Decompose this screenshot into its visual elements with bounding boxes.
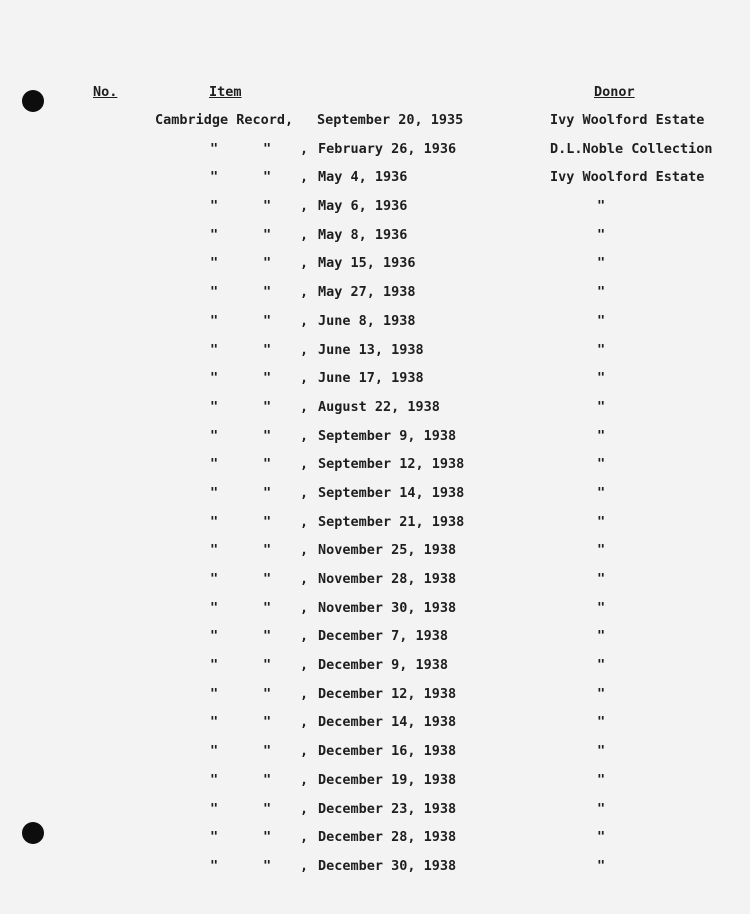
separator-comma: , <box>300 657 309 674</box>
ditto-mark: " <box>210 226 219 243</box>
separator-comma: , <box>300 743 309 760</box>
record-donor: " <box>597 628 606 645</box>
list-item <box>0 255 750 284</box>
ditto-mark: " <box>210 857 219 874</box>
record-date: May 15, 1936 <box>318 255 416 272</box>
ditto-mark: " <box>210 198 219 215</box>
ditto-mark: " <box>263 800 272 817</box>
record-date: December 7, 1938 <box>318 628 449 645</box>
first-item-title: Cambridge Record, <box>155 112 294 128</box>
ditto-mark: " <box>263 341 272 358</box>
ditto-mark: " <box>210 542 219 559</box>
record-date: November 28, 1938 <box>318 571 457 587</box>
separator-comma: , <box>300 169 309 186</box>
list-item <box>0 428 750 457</box>
list-item <box>0 342 750 371</box>
record-donor: " <box>597 226 606 243</box>
column-header-donor: Donor <box>594 84 635 100</box>
record-donor: " <box>597 255 606 272</box>
ditto-mark: " <box>210 571 219 587</box>
record-date: November 25, 1938 <box>318 542 457 559</box>
separator-comma: , <box>300 571 309 587</box>
list-item <box>0 399 750 428</box>
record-date: February 26, 1936 <box>318 140 457 157</box>
ditto-mark: " <box>263 829 272 846</box>
ditto-mark: " <box>210 628 219 645</box>
record-donor: " <box>597 312 606 329</box>
separator-comma: , <box>300 857 309 874</box>
record-date: June 8, 1938 <box>318 312 416 329</box>
list-item <box>0 714 750 743</box>
separator-comma: , <box>300 341 309 358</box>
ditto-mark: " <box>263 312 272 329</box>
record-donor: " <box>597 771 606 788</box>
separator-comma: , <box>300 628 309 645</box>
ditto-mark: " <box>263 599 272 616</box>
ditto-mark: " <box>263 743 272 760</box>
ditto-mark: " <box>210 743 219 760</box>
list-item <box>0 686 750 715</box>
record-date: May 6, 1936 <box>318 198 408 215</box>
record-date: December 23, 1938 <box>318 800 457 817</box>
ditto-mark: " <box>263 284 272 301</box>
records-list <box>0 112 750 887</box>
list-item <box>0 370 750 399</box>
list-item <box>0 112 750 141</box>
list-item <box>0 485 750 514</box>
list-item <box>0 227 750 256</box>
record-date: November 30, 1938 <box>318 599 457 616</box>
record-date: May 4, 1936 <box>318 169 408 186</box>
list-item <box>0 284 750 313</box>
separator-comma: , <box>300 140 309 157</box>
separator-comma: , <box>300 542 309 559</box>
separator-comma: , <box>300 685 309 702</box>
record-date: September 20, 1935 <box>317 112 464 128</box>
ditto-mark: " <box>263 198 272 215</box>
record-date: May 27, 1938 <box>318 284 416 301</box>
record-donor: " <box>597 743 606 760</box>
list-item <box>0 657 750 686</box>
separator-comma: , <box>300 312 309 329</box>
column-header-item: Item <box>209 84 242 100</box>
list-item <box>0 141 750 170</box>
ditto-mark: " <box>263 226 272 243</box>
list-item <box>0 628 750 657</box>
list-item <box>0 858 750 887</box>
record-date: May 8, 1936 <box>318 226 408 243</box>
record-donor: " <box>597 571 606 587</box>
list-item <box>0 600 750 629</box>
ditto-mark: " <box>210 370 219 387</box>
record-date: December 30, 1938 <box>318 857 457 874</box>
list-item <box>0 743 750 772</box>
ditto-mark: " <box>263 771 272 788</box>
list-item <box>0 456 750 485</box>
ditto-mark: " <box>210 685 219 702</box>
ditto-mark: " <box>210 312 219 329</box>
separator-comma: , <box>300 484 309 501</box>
ditto-mark: " <box>263 628 272 645</box>
ditto-mark: " <box>263 484 272 501</box>
ditto-mark: " <box>210 829 219 846</box>
ditto-mark: " <box>210 484 219 501</box>
ditto-mark: " <box>263 714 272 731</box>
record-donor: " <box>597 284 606 301</box>
record-donor: D.L.Noble Collection <box>550 140 713 157</box>
separator-comma: , <box>300 513 309 530</box>
record-date: December 12, 1938 <box>318 685 457 702</box>
record-donor: " <box>597 370 606 387</box>
ditto-mark: " <box>210 284 219 301</box>
list-item <box>0 571 750 600</box>
ditto-mark: " <box>263 571 272 587</box>
ditto-mark: " <box>263 427 272 444</box>
record-donor: " <box>597 456 606 473</box>
list-item <box>0 198 750 227</box>
separator-comma: , <box>300 829 309 846</box>
separator-comma: , <box>300 800 309 817</box>
list-item <box>0 542 750 571</box>
record-donor: " <box>597 800 606 817</box>
separator-comma: , <box>300 398 309 415</box>
record-date: June 17, 1938 <box>318 370 424 387</box>
list-item <box>0 772 750 801</box>
record-donor: " <box>597 829 606 846</box>
list-item <box>0 829 750 858</box>
record-donor: " <box>597 857 606 874</box>
record-date: August 22, 1938 <box>318 398 440 415</box>
ditto-mark: " <box>263 398 272 415</box>
ditto-mark: " <box>263 857 272 874</box>
separator-comma: , <box>300 255 309 272</box>
ditto-mark: " <box>210 255 219 272</box>
ditto-mark: " <box>210 714 219 731</box>
ditto-mark: " <box>210 427 219 444</box>
ditto-mark: " <box>210 140 219 157</box>
record-date: September 12, 1938 <box>318 456 465 473</box>
column-header-no: No. <box>93 84 118 100</box>
record-date: December 16, 1938 <box>318 743 457 760</box>
separator-comma: , <box>300 226 309 243</box>
ditto-mark: " <box>263 456 272 473</box>
ditto-mark: " <box>263 140 272 157</box>
ditto-mark: " <box>210 456 219 473</box>
record-donor: " <box>597 484 606 501</box>
list-item <box>0 169 750 198</box>
separator-comma: , <box>300 198 309 215</box>
ditto-mark: " <box>263 542 272 559</box>
ditto-mark: " <box>263 657 272 674</box>
ditto-mark: " <box>263 685 272 702</box>
ditto-mark: " <box>210 169 219 186</box>
ditto-mark: " <box>210 599 219 616</box>
list-item <box>0 313 750 342</box>
record-donor: " <box>597 341 606 358</box>
ditto-mark: " <box>263 169 272 186</box>
separator-comma: , <box>300 714 309 731</box>
record-donor: " <box>597 542 606 559</box>
separator-comma: , <box>300 599 309 616</box>
record-date: September 21, 1938 <box>318 513 465 530</box>
record-donor: " <box>597 657 606 674</box>
record-donor: " <box>597 685 606 702</box>
separator-comma: , <box>300 427 309 444</box>
ditto-mark: " <box>210 398 219 415</box>
record-donor: Ivy Woolford Estate <box>550 112 705 128</box>
record-date: December 14, 1938 <box>318 714 457 731</box>
punch-hole-top <box>22 90 44 112</box>
record-date: December 28, 1938 <box>318 829 457 846</box>
ditto-mark: " <box>210 800 219 817</box>
record-date: December 19, 1938 <box>318 771 457 788</box>
record-donor: " <box>597 714 606 731</box>
ditto-mark: " <box>263 513 272 530</box>
separator-comma: , <box>300 370 309 387</box>
record-date: September 9, 1938 <box>318 427 457 444</box>
record-date: December 9, 1938 <box>318 657 449 674</box>
record-date: September 14, 1938 <box>318 484 465 501</box>
list-item <box>0 514 750 543</box>
separator-comma: , <box>300 284 309 301</box>
record-donor: " <box>597 198 606 215</box>
ditto-mark: " <box>210 341 219 358</box>
record-donor: " <box>597 427 606 444</box>
list-item <box>0 801 750 830</box>
ditto-mark: " <box>263 370 272 387</box>
record-donor: " <box>597 513 606 530</box>
ditto-mark: " <box>210 771 219 788</box>
record-date: June 13, 1938 <box>318 341 424 358</box>
ditto-mark: " <box>263 255 272 272</box>
record-donor: " <box>597 599 606 616</box>
separator-comma: , <box>300 771 309 788</box>
separator-comma: , <box>300 456 309 473</box>
ditto-mark: " <box>210 513 219 530</box>
ditto-mark: " <box>210 657 219 674</box>
record-donor: " <box>597 398 606 415</box>
record-donor: Ivy Woolford Estate <box>550 169 705 186</box>
